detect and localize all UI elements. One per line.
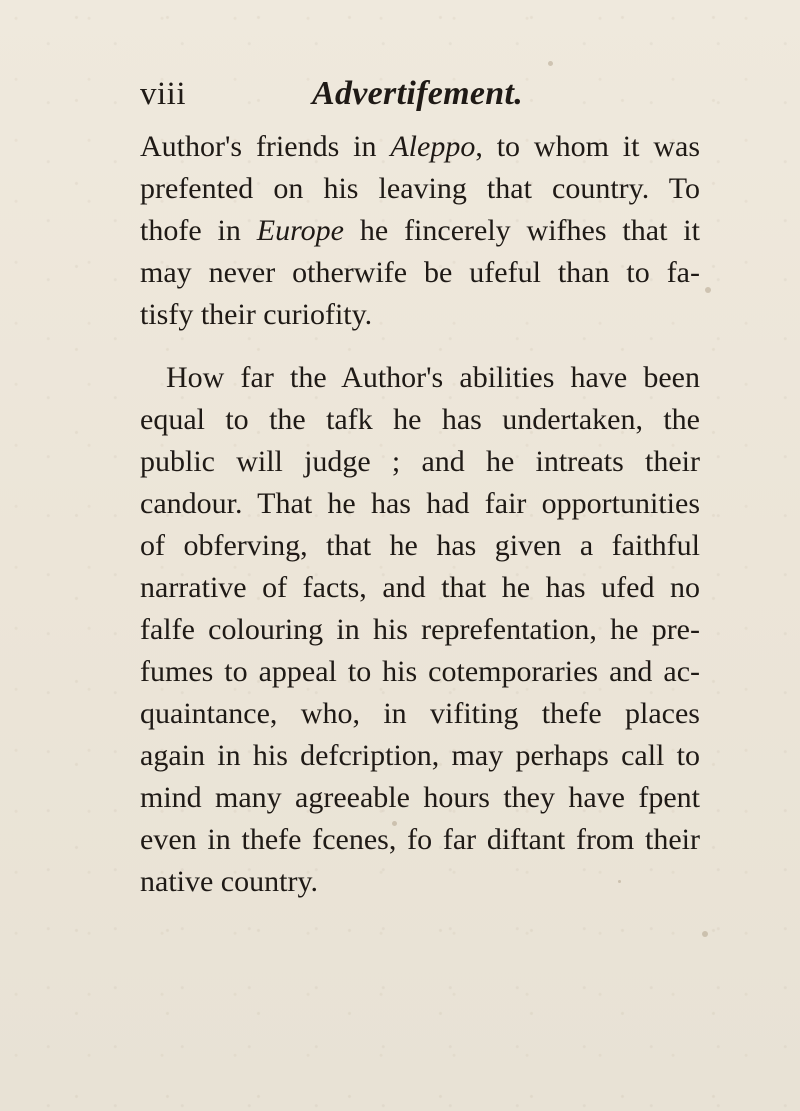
text-segment: native country. xyxy=(140,865,318,898)
text-line xyxy=(140,210,700,252)
paragraph xyxy=(140,126,700,336)
text-line xyxy=(140,483,700,525)
text-segment: even in thefe fcenes, fo far diftant from their xyxy=(140,823,700,856)
text-line xyxy=(140,357,700,399)
body-text xyxy=(140,126,700,903)
text-segment: again in his defcription, may perhaps call to xyxy=(140,739,700,772)
text-line xyxy=(140,252,700,294)
paper-speck xyxy=(392,821,397,826)
italic-term: Aleppo xyxy=(390,130,476,163)
italic-term: Europe xyxy=(256,214,344,247)
text-segment: fumes to appeal to his cotemporaries and ac- xyxy=(140,655,700,688)
text-line xyxy=(140,168,700,210)
text-line xyxy=(140,567,700,609)
text-line xyxy=(140,735,700,777)
text-line xyxy=(140,777,700,819)
text-segment: quaintance, who, in vifiting thefe places xyxy=(140,697,700,730)
page-header xyxy=(140,74,700,118)
text-line xyxy=(140,609,700,651)
paragraph-gap xyxy=(140,336,700,357)
text-segment: of obferving, that he has given a faithful xyxy=(140,529,700,562)
text-line xyxy=(140,819,700,861)
text-line xyxy=(140,126,700,168)
paragraph xyxy=(140,357,700,903)
text-segment: equal to the tafk he has undertaken, the xyxy=(140,403,700,436)
text-line xyxy=(140,399,700,441)
text-segment: tisfy their curiofity. xyxy=(140,298,373,331)
text-segment: , to whom it was xyxy=(475,130,700,163)
running-head: Advertifement. xyxy=(312,75,523,112)
paper-speck xyxy=(705,287,711,293)
text-line xyxy=(140,861,700,903)
paper-speck xyxy=(702,931,708,937)
text-segment: falfe colouring in his reprefentation, he pre- xyxy=(140,613,700,646)
text-segment: public will judge ; and he intreats their xyxy=(140,445,700,478)
page-number: viii xyxy=(140,76,187,112)
text-segment: candour. That he has had fair opportunities xyxy=(140,487,700,520)
text-line xyxy=(140,525,700,567)
text-segment: mind many agreeable hours they have fpent xyxy=(140,781,700,814)
text-segment: he fincerely wifhes that it xyxy=(343,214,700,247)
paper-speck xyxy=(548,61,553,66)
text-line xyxy=(140,441,700,483)
paper-speck xyxy=(657,760,661,764)
text-segment: Author's friends in xyxy=(140,130,391,163)
text-line xyxy=(140,693,700,735)
text-segment: may never otherwife be ufeful than to fa- xyxy=(140,256,700,289)
text-segment: thofe in xyxy=(140,214,257,247)
paper-speck xyxy=(618,880,621,883)
text-line xyxy=(140,651,700,693)
text-segment: How far the Author's abilities have been xyxy=(166,361,700,394)
text-segment: prefented on his leaving that country. To xyxy=(140,172,700,205)
text-segment: narrative of facts, and that he has ufed no xyxy=(140,571,700,604)
text-line xyxy=(140,294,700,336)
